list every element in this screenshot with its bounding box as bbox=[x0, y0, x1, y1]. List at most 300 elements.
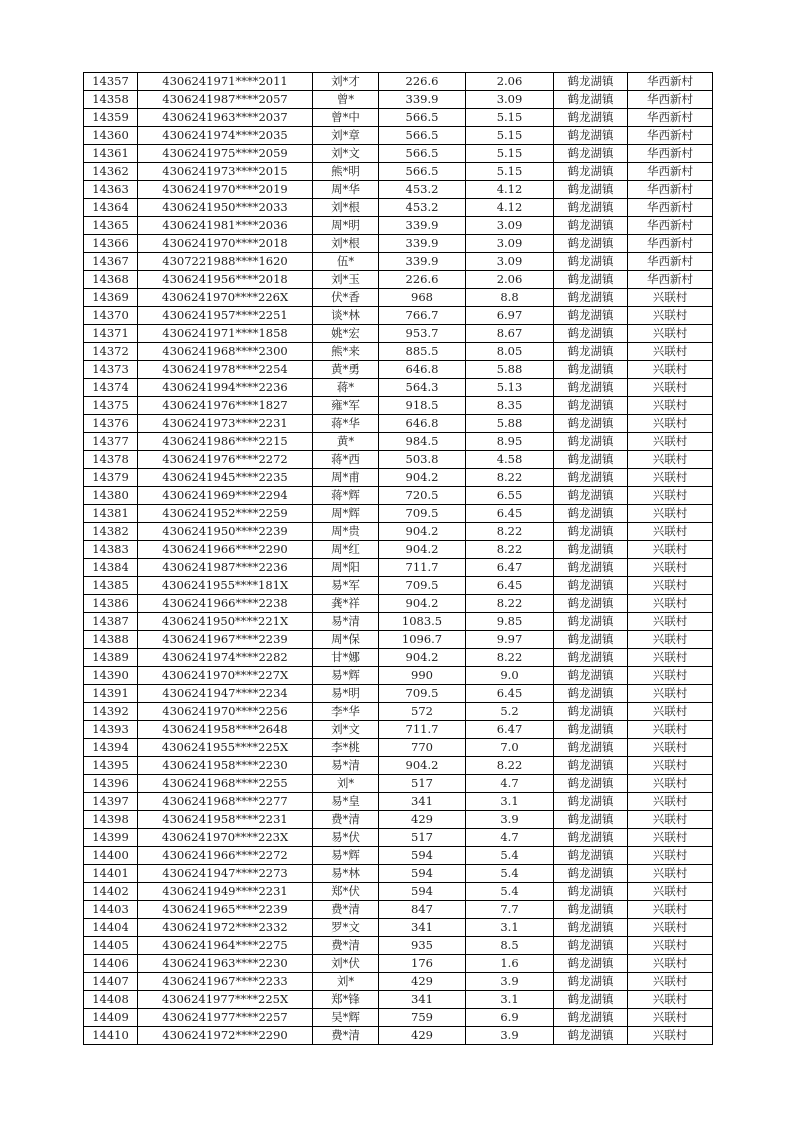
row-number-cell: 14366 bbox=[84, 235, 138, 253]
id-number-cell: 4306241971****2011 bbox=[138, 73, 313, 91]
table-row bbox=[84, 937, 713, 955]
person-name-cell: 刘*根 bbox=[313, 235, 379, 253]
amount-cell: 904.2 bbox=[379, 469, 466, 487]
town-cell: 鹤龙湖镇 bbox=[554, 487, 628, 505]
town-cell: 鹤龙湖镇 bbox=[554, 577, 628, 595]
town-cell: 鹤龙湖镇 bbox=[554, 289, 628, 307]
village-cell: 华西新村 bbox=[628, 199, 713, 217]
row-number-cell: 14360 bbox=[84, 127, 138, 145]
row-number-cell: 14378 bbox=[84, 451, 138, 469]
table-row bbox=[84, 487, 713, 505]
village-cell: 兴联村 bbox=[628, 847, 713, 865]
row-number-cell: 14385 bbox=[84, 577, 138, 595]
area-cell: 4.7 bbox=[466, 775, 554, 793]
village-cell: 兴联村 bbox=[628, 973, 713, 991]
amount-cell: 594 bbox=[379, 883, 466, 901]
person-name-cell: 刘*根 bbox=[313, 199, 379, 217]
person-name-cell: 周*贵 bbox=[313, 523, 379, 541]
row-number-cell: 14393 bbox=[84, 721, 138, 739]
table-row bbox=[84, 145, 713, 163]
area-cell: 8.8 bbox=[466, 289, 554, 307]
id-number-cell: 4306241987****2057 bbox=[138, 91, 313, 109]
village-cell: 兴联村 bbox=[628, 991, 713, 1009]
id-number-cell: 4306241970****2018 bbox=[138, 235, 313, 253]
id-number-cell: 4306241945****2235 bbox=[138, 469, 313, 487]
area-cell: 5.13 bbox=[466, 379, 554, 397]
person-name-cell: 罗*文 bbox=[313, 919, 379, 937]
row-number-cell: 14370 bbox=[84, 307, 138, 325]
town-cell: 鹤龙湖镇 bbox=[554, 793, 628, 811]
row-number-cell: 14384 bbox=[84, 559, 138, 577]
village-cell: 兴联村 bbox=[628, 505, 713, 523]
person-name-cell: 刘*玉 bbox=[313, 271, 379, 289]
person-name-cell: 刘*才 bbox=[313, 73, 379, 91]
area-cell: 8.22 bbox=[466, 649, 554, 667]
row-number-cell: 14383 bbox=[84, 541, 138, 559]
amount-cell: 339.9 bbox=[379, 91, 466, 109]
id-number-cell: 4306241973****2231 bbox=[138, 415, 313, 433]
village-cell: 兴联村 bbox=[628, 379, 713, 397]
area-cell: 4.7 bbox=[466, 829, 554, 847]
area-cell: 4.12 bbox=[466, 181, 554, 199]
table-row bbox=[84, 793, 713, 811]
row-number-cell: 14391 bbox=[84, 685, 138, 703]
area-cell: 8.22 bbox=[466, 595, 554, 613]
village-cell: 兴联村 bbox=[628, 469, 713, 487]
row-number-cell: 14387 bbox=[84, 613, 138, 631]
area-cell: 3.9 bbox=[466, 811, 554, 829]
id-number-cell: 4306241970****226X bbox=[138, 289, 313, 307]
id-number-cell: 4306241950****2033 bbox=[138, 199, 313, 217]
row-number-cell: 14362 bbox=[84, 163, 138, 181]
amount-cell: 711.7 bbox=[379, 721, 466, 739]
village-cell: 兴联村 bbox=[628, 901, 713, 919]
person-name-cell: 易*明 bbox=[313, 685, 379, 703]
area-cell: 4.12 bbox=[466, 199, 554, 217]
village-cell: 兴联村 bbox=[628, 829, 713, 847]
row-number-cell: 14364 bbox=[84, 199, 138, 217]
amount-cell: 646.8 bbox=[379, 415, 466, 433]
village-cell: 兴联村 bbox=[628, 955, 713, 973]
table-row bbox=[84, 901, 713, 919]
town-cell: 鹤龙湖镇 bbox=[554, 163, 628, 181]
id-number-cell: 4306241970****223X bbox=[138, 829, 313, 847]
table-row bbox=[84, 829, 713, 847]
row-number-cell: 14363 bbox=[84, 181, 138, 199]
village-cell: 兴联村 bbox=[628, 667, 713, 685]
table-row bbox=[84, 649, 713, 667]
id-number-cell: 4306241955****181X bbox=[138, 577, 313, 595]
amount-cell: 720.5 bbox=[379, 487, 466, 505]
table-row bbox=[84, 379, 713, 397]
amount-cell: 226.6 bbox=[379, 73, 466, 91]
town-cell: 鹤龙湖镇 bbox=[554, 145, 628, 163]
town-cell: 鹤龙湖镇 bbox=[554, 667, 628, 685]
town-cell: 鹤龙湖镇 bbox=[554, 883, 628, 901]
town-cell: 鹤龙湖镇 bbox=[554, 937, 628, 955]
table-row bbox=[84, 163, 713, 181]
village-cell: 兴联村 bbox=[628, 595, 713, 613]
person-name-cell: 易*伏 bbox=[313, 829, 379, 847]
id-number-cell: 4306241972****2290 bbox=[138, 1027, 313, 1045]
village-cell: 华西新村 bbox=[628, 73, 713, 91]
amount-cell: 646.8 bbox=[379, 361, 466, 379]
id-number-cell: 4306241978****2254 bbox=[138, 361, 313, 379]
amount-cell: 503.8 bbox=[379, 451, 466, 469]
row-number-cell: 14368 bbox=[84, 271, 138, 289]
person-name-cell: 郑*伏 bbox=[313, 883, 379, 901]
village-cell: 华西新村 bbox=[628, 271, 713, 289]
id-number-cell: 4306241968****2255 bbox=[138, 775, 313, 793]
id-number-cell: 4306241958****2231 bbox=[138, 811, 313, 829]
area-cell: 9.0 bbox=[466, 667, 554, 685]
village-cell: 兴联村 bbox=[628, 1027, 713, 1045]
amount-cell: 709.5 bbox=[379, 577, 466, 595]
row-number-cell: 14365 bbox=[84, 217, 138, 235]
person-name-cell: 周*阳 bbox=[313, 559, 379, 577]
amount-cell: 1083.5 bbox=[379, 613, 466, 631]
area-cell: 5.4 bbox=[466, 865, 554, 883]
row-number-cell: 14388 bbox=[84, 631, 138, 649]
row-number-cell: 14386 bbox=[84, 595, 138, 613]
town-cell: 鹤龙湖镇 bbox=[554, 253, 628, 271]
town-cell: 鹤龙湖镇 bbox=[554, 631, 628, 649]
row-number-cell: 14399 bbox=[84, 829, 138, 847]
row-number-cell: 14358 bbox=[84, 91, 138, 109]
table-row bbox=[84, 577, 713, 595]
row-number-cell: 14361 bbox=[84, 145, 138, 163]
area-cell: 8.22 bbox=[466, 523, 554, 541]
area-cell: 8.05 bbox=[466, 343, 554, 361]
area-cell: 3.1 bbox=[466, 919, 554, 937]
village-cell: 兴联村 bbox=[628, 649, 713, 667]
row-number-cell: 14408 bbox=[84, 991, 138, 1009]
table-row bbox=[84, 109, 713, 127]
village-cell: 兴联村 bbox=[628, 523, 713, 541]
person-name-cell: 曾* bbox=[313, 91, 379, 109]
amount-cell: 935 bbox=[379, 937, 466, 955]
table-row bbox=[84, 469, 713, 487]
area-cell: 5.2 bbox=[466, 703, 554, 721]
person-name-cell: 周*甫 bbox=[313, 469, 379, 487]
person-name-cell: 蒋*辉 bbox=[313, 487, 379, 505]
id-number-cell: 4306241986****2215 bbox=[138, 433, 313, 451]
id-number-cell: 4306241970****2019 bbox=[138, 181, 313, 199]
person-name-cell: 刘*文 bbox=[313, 721, 379, 739]
village-cell: 华西新村 bbox=[628, 91, 713, 109]
town-cell: 鹤龙湖镇 bbox=[554, 217, 628, 235]
area-cell: 2.06 bbox=[466, 271, 554, 289]
table-row bbox=[84, 235, 713, 253]
village-cell: 兴联村 bbox=[628, 1009, 713, 1027]
town-cell: 鹤龙湖镇 bbox=[554, 271, 628, 289]
village-cell: 兴联村 bbox=[628, 883, 713, 901]
area-cell: 4.58 bbox=[466, 451, 554, 469]
id-number-cell: 4306241974****2035 bbox=[138, 127, 313, 145]
village-cell: 兴联村 bbox=[628, 541, 713, 559]
table-row bbox=[84, 415, 713, 433]
person-name-cell: 易*清 bbox=[313, 757, 379, 775]
village-cell: 兴联村 bbox=[628, 937, 713, 955]
town-cell: 鹤龙湖镇 bbox=[554, 991, 628, 1009]
area-cell: 8.5 bbox=[466, 937, 554, 955]
village-cell: 兴联村 bbox=[628, 757, 713, 775]
area-cell: 8.22 bbox=[466, 469, 554, 487]
village-cell: 兴联村 bbox=[628, 793, 713, 811]
table-row bbox=[84, 1027, 713, 1045]
table-row bbox=[84, 757, 713, 775]
person-name-cell: 郑*锋 bbox=[313, 991, 379, 1009]
person-name-cell: 李*桃 bbox=[313, 739, 379, 757]
town-cell: 鹤龙湖镇 bbox=[554, 955, 628, 973]
amount-cell: 566.5 bbox=[379, 145, 466, 163]
area-cell: 6.9 bbox=[466, 1009, 554, 1027]
person-name-cell: 易*辉 bbox=[313, 847, 379, 865]
table-row bbox=[84, 523, 713, 541]
village-cell: 华西新村 bbox=[628, 181, 713, 199]
row-number-cell: 14400 bbox=[84, 847, 138, 865]
table-row bbox=[84, 253, 713, 271]
id-number-cell: 4306241950****2239 bbox=[138, 523, 313, 541]
row-number-cell: 14403 bbox=[84, 901, 138, 919]
village-cell: 兴联村 bbox=[628, 343, 713, 361]
table-row bbox=[84, 217, 713, 235]
id-number-cell: 4306241958****2648 bbox=[138, 721, 313, 739]
row-number-cell: 14394 bbox=[84, 739, 138, 757]
table-row bbox=[84, 181, 713, 199]
town-cell: 鹤龙湖镇 bbox=[554, 829, 628, 847]
amount-cell: 566.5 bbox=[379, 163, 466, 181]
amount-cell: 904.2 bbox=[379, 595, 466, 613]
town-cell: 鹤龙湖镇 bbox=[554, 325, 628, 343]
area-cell: 6.45 bbox=[466, 685, 554, 703]
amount-cell: 885.5 bbox=[379, 343, 466, 361]
area-cell: 6.55 bbox=[466, 487, 554, 505]
town-cell: 鹤龙湖镇 bbox=[554, 811, 628, 829]
amount-cell: 918.5 bbox=[379, 397, 466, 415]
table-row bbox=[84, 775, 713, 793]
village-cell: 兴联村 bbox=[628, 811, 713, 829]
town-cell: 鹤龙湖镇 bbox=[554, 91, 628, 109]
town-cell: 鹤龙湖镇 bbox=[554, 973, 628, 991]
person-name-cell: 周*华 bbox=[313, 181, 379, 199]
town-cell: 鹤龙湖镇 bbox=[554, 1009, 628, 1027]
town-cell: 鹤龙湖镇 bbox=[554, 559, 628, 577]
area-cell: 3.09 bbox=[466, 235, 554, 253]
town-cell: 鹤龙湖镇 bbox=[554, 469, 628, 487]
table-row bbox=[84, 721, 713, 739]
row-number-cell: 14397 bbox=[84, 793, 138, 811]
village-cell: 兴联村 bbox=[628, 451, 713, 469]
person-name-cell: 姚*宏 bbox=[313, 325, 379, 343]
id-number-cell: 4306241971****1858 bbox=[138, 325, 313, 343]
row-number-cell: 14404 bbox=[84, 919, 138, 937]
table-row bbox=[84, 361, 713, 379]
amount-cell: 339.9 bbox=[379, 217, 466, 235]
id-number-cell: 4306241957****2251 bbox=[138, 307, 313, 325]
table-row bbox=[84, 451, 713, 469]
amount-cell: 904.2 bbox=[379, 541, 466, 559]
amount-cell: 341 bbox=[379, 991, 466, 1009]
table-row bbox=[84, 505, 713, 523]
area-cell: 5.4 bbox=[466, 847, 554, 865]
person-name-cell: 刘*伏 bbox=[313, 955, 379, 973]
amount-cell: 176 bbox=[379, 955, 466, 973]
town-cell: 鹤龙湖镇 bbox=[554, 307, 628, 325]
area-cell: 8.22 bbox=[466, 757, 554, 775]
town-cell: 鹤龙湖镇 bbox=[554, 109, 628, 127]
person-name-cell: 黄*勇 bbox=[313, 361, 379, 379]
area-cell: 5.15 bbox=[466, 109, 554, 127]
amount-cell: 847 bbox=[379, 901, 466, 919]
area-cell: 1.6 bbox=[466, 955, 554, 973]
id-number-cell: 4306241976****2272 bbox=[138, 451, 313, 469]
amount-cell: 566.5 bbox=[379, 127, 466, 145]
table-row bbox=[84, 973, 713, 991]
person-name-cell: 易*清 bbox=[313, 613, 379, 631]
area-cell: 8.95 bbox=[466, 433, 554, 451]
id-number-cell: 4306241974****2282 bbox=[138, 649, 313, 667]
table-row bbox=[84, 73, 713, 91]
village-cell: 兴联村 bbox=[628, 775, 713, 793]
person-name-cell: 易*林 bbox=[313, 865, 379, 883]
table-row bbox=[84, 307, 713, 325]
person-name-cell: 曾*中 bbox=[313, 109, 379, 127]
row-number-cell: 14405 bbox=[84, 937, 138, 955]
village-cell: 兴联村 bbox=[628, 559, 713, 577]
id-number-cell: 4306241947****2234 bbox=[138, 685, 313, 703]
amount-cell: 766.7 bbox=[379, 307, 466, 325]
person-name-cell: 周*红 bbox=[313, 541, 379, 559]
person-name-cell: 李*华 bbox=[313, 703, 379, 721]
village-cell: 华西新村 bbox=[628, 127, 713, 145]
id-number-cell: 4306241966****2290 bbox=[138, 541, 313, 559]
village-cell: 兴联村 bbox=[628, 397, 713, 415]
table-row bbox=[84, 271, 713, 289]
amount-cell: 453.2 bbox=[379, 181, 466, 199]
row-number-cell: 14402 bbox=[84, 883, 138, 901]
area-cell: 5.15 bbox=[466, 145, 554, 163]
table-body bbox=[84, 73, 713, 1045]
amount-cell: 984.5 bbox=[379, 433, 466, 451]
id-number-cell: 4306241963****2037 bbox=[138, 109, 313, 127]
person-name-cell: 蒋*华 bbox=[313, 415, 379, 433]
id-number-cell: 4306241949****2231 bbox=[138, 883, 313, 901]
area-cell: 5.88 bbox=[466, 361, 554, 379]
row-number-cell: 14392 bbox=[84, 703, 138, 721]
area-cell: 6.97 bbox=[466, 307, 554, 325]
village-cell: 兴联村 bbox=[628, 703, 713, 721]
amount-cell: 594 bbox=[379, 847, 466, 865]
amount-cell: 904.2 bbox=[379, 757, 466, 775]
id-number-cell: 4306241969****2294 bbox=[138, 487, 313, 505]
table-row bbox=[84, 865, 713, 883]
area-cell: 5.15 bbox=[466, 163, 554, 181]
area-cell: 5.4 bbox=[466, 883, 554, 901]
amount-cell: 904.2 bbox=[379, 523, 466, 541]
person-name-cell: 易*皇 bbox=[313, 793, 379, 811]
person-name-cell: 刘*章 bbox=[313, 127, 379, 145]
row-number-cell: 14407 bbox=[84, 973, 138, 991]
village-cell: 华西新村 bbox=[628, 109, 713, 127]
person-name-cell: 费*清 bbox=[313, 901, 379, 919]
table-row bbox=[84, 667, 713, 685]
town-cell: 鹤龙湖镇 bbox=[554, 919, 628, 937]
town-cell: 鹤龙湖镇 bbox=[554, 415, 628, 433]
table-row bbox=[84, 739, 713, 757]
table-row bbox=[84, 883, 713, 901]
row-number-cell: 14372 bbox=[84, 343, 138, 361]
person-name-cell: 甘*娜 bbox=[313, 649, 379, 667]
town-cell: 鹤龙湖镇 bbox=[554, 865, 628, 883]
amount-cell: 566.5 bbox=[379, 109, 466, 127]
amount-cell: 594 bbox=[379, 865, 466, 883]
table-row bbox=[84, 325, 713, 343]
table-row bbox=[84, 91, 713, 109]
id-number-cell: 4306241964****2275 bbox=[138, 937, 313, 955]
row-number-cell: 14380 bbox=[84, 487, 138, 505]
village-cell: 兴联村 bbox=[628, 739, 713, 757]
table-row bbox=[84, 811, 713, 829]
row-number-cell: 14379 bbox=[84, 469, 138, 487]
table-row bbox=[84, 919, 713, 937]
amount-cell: 429 bbox=[379, 1027, 466, 1045]
id-number-cell: 4306241970****227X bbox=[138, 667, 313, 685]
table-row bbox=[84, 847, 713, 865]
person-name-cell: 费*清 bbox=[313, 937, 379, 955]
area-cell: 6.45 bbox=[466, 577, 554, 595]
amount-cell: 709.5 bbox=[379, 685, 466, 703]
person-name-cell: 蒋* bbox=[313, 379, 379, 397]
id-number-cell: 4307221988****1620 bbox=[138, 253, 313, 271]
table-row bbox=[84, 343, 713, 361]
village-cell: 华西新村 bbox=[628, 163, 713, 181]
village-cell: 兴联村 bbox=[628, 613, 713, 631]
town-cell: 鹤龙湖镇 bbox=[554, 433, 628, 451]
person-name-cell: 伍* bbox=[313, 253, 379, 271]
amount-cell: 517 bbox=[379, 829, 466, 847]
amount-cell: 429 bbox=[379, 811, 466, 829]
row-number-cell: 14398 bbox=[84, 811, 138, 829]
town-cell: 鹤龙湖镇 bbox=[554, 739, 628, 757]
amount-cell: 770 bbox=[379, 739, 466, 757]
row-number-cell: 14375 bbox=[84, 397, 138, 415]
town-cell: 鹤龙湖镇 bbox=[554, 235, 628, 253]
village-cell: 华西新村 bbox=[628, 217, 713, 235]
amount-cell: 453.2 bbox=[379, 199, 466, 217]
table-row bbox=[84, 397, 713, 415]
person-name-cell: 熊*明 bbox=[313, 163, 379, 181]
village-cell: 兴联村 bbox=[628, 865, 713, 883]
id-number-cell: 4306241967****2239 bbox=[138, 631, 313, 649]
amount-cell: 341 bbox=[379, 919, 466, 937]
town-cell: 鹤龙湖镇 bbox=[554, 595, 628, 613]
id-number-cell: 4306241973****2015 bbox=[138, 163, 313, 181]
town-cell: 鹤龙湖镇 bbox=[554, 775, 628, 793]
village-cell: 兴联村 bbox=[628, 361, 713, 379]
area-cell: 6.47 bbox=[466, 559, 554, 577]
area-cell: 8.35 bbox=[466, 397, 554, 415]
id-number-cell: 4306241970****2256 bbox=[138, 703, 313, 721]
person-name-cell: 蒋*西 bbox=[313, 451, 379, 469]
id-number-cell: 4306241947****2273 bbox=[138, 865, 313, 883]
village-cell: 兴联村 bbox=[628, 289, 713, 307]
town-cell: 鹤龙湖镇 bbox=[554, 451, 628, 469]
row-number-cell: 14377 bbox=[84, 433, 138, 451]
village-cell: 兴联村 bbox=[628, 577, 713, 595]
person-name-cell: 黄* bbox=[313, 433, 379, 451]
id-number-cell: 4306241955****225X bbox=[138, 739, 313, 757]
